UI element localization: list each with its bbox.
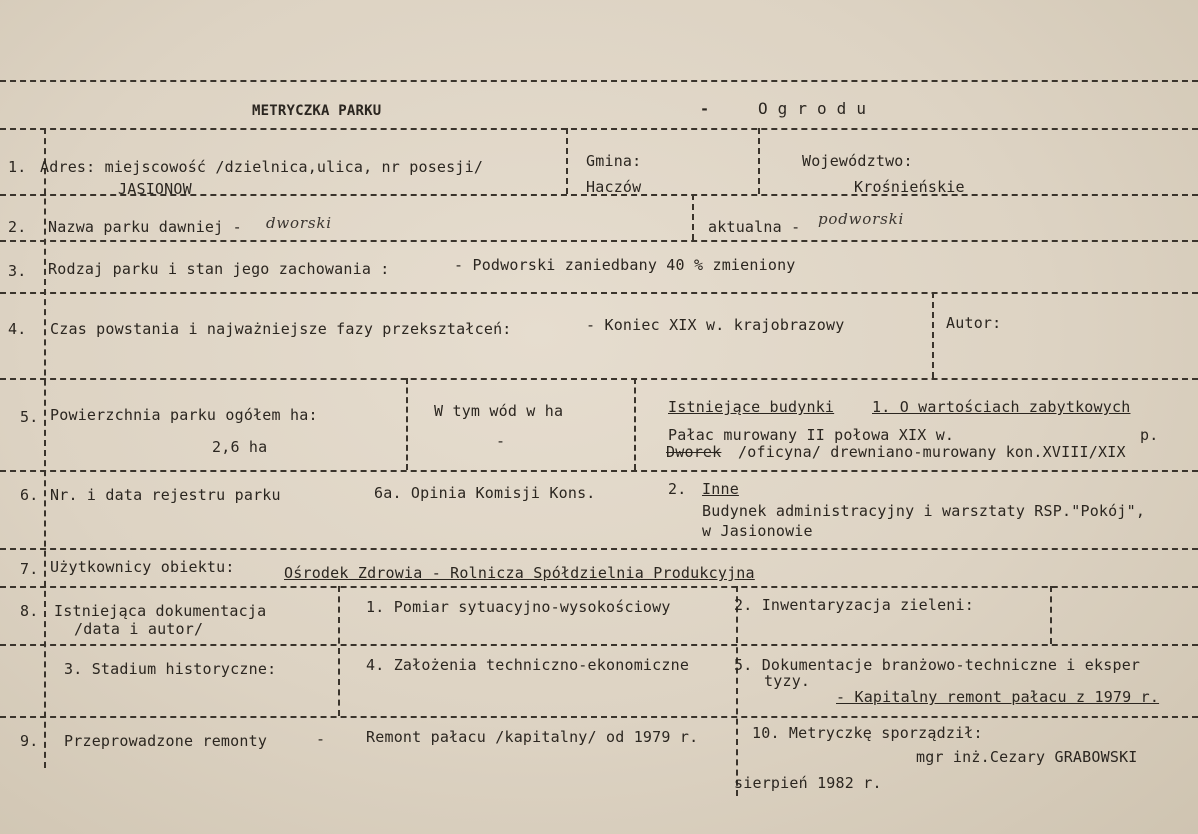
wojewodztwo-value: Krośnieńskie xyxy=(854,178,965,196)
area-label: Powierzchnia parku ogółem ha: xyxy=(50,406,318,424)
documentation-label-1: Istniejąca dokumentacja xyxy=(54,602,267,620)
row-number-8: 8. xyxy=(20,602,39,620)
row-number-5: 5. xyxy=(20,408,39,426)
repairs-value: Remont pałacu /kapitalny/ od 1979 r. xyxy=(366,728,699,746)
row-number-7: 7. xyxy=(20,560,39,578)
rule-9 xyxy=(0,644,1198,646)
repairs-label: Przeprowadzone remonty xyxy=(64,732,268,750)
documentation-item-3: 3. Stadium historyczne: xyxy=(64,660,277,678)
building-entry-2: /oficyna/ drewniano-murowany kon.XVIII/XIX xyxy=(738,443,1126,461)
rule-left-margin xyxy=(44,128,46,768)
repairs-dash: - xyxy=(316,730,326,748)
former-name-value: dworski xyxy=(266,214,332,232)
rule-wojewodztwo xyxy=(758,128,760,194)
documentation-item-2: 2. Inwentaryzacja zieleni: xyxy=(734,596,974,614)
documentation-label-2: /data i autor/ xyxy=(74,620,204,638)
water-label: W tym wód w ha xyxy=(434,402,564,420)
address-value: JASIONOW xyxy=(118,180,192,198)
origin-label: Czas powstania i najważniejsze fazy przekształceń: xyxy=(50,320,512,338)
rule-doc-2 xyxy=(736,586,738,796)
author-label: Autor: xyxy=(946,314,1002,332)
rule-10 xyxy=(0,716,1198,718)
card-title: METRYCZKA PARKU xyxy=(252,103,382,119)
gmina-label: Gmina: xyxy=(586,152,642,170)
rule-gmina xyxy=(566,128,568,194)
rule-aktualna xyxy=(692,194,694,240)
water-value: - xyxy=(496,432,506,450)
rule-7 xyxy=(0,548,1198,550)
wojewodztwo-label: Województwo: xyxy=(802,152,913,170)
documentation-item-4: 4. Założenia techniczno-ekonomiczne xyxy=(366,656,690,674)
rule-doc-1 xyxy=(338,586,340,716)
documentation-item-5-line-1: 5. Dokumentacje branżowo-techniczne i eksper xyxy=(734,656,1141,674)
building-entry-1-suffix: p. xyxy=(1140,426,1159,444)
prepared-by-label: 10. Metryczkę sporządził: xyxy=(752,724,983,742)
row-number-2: 2. xyxy=(8,218,27,236)
rule-8 xyxy=(0,586,1198,588)
card-subtitle: O g r o d u xyxy=(758,99,867,118)
building-entry-1: Pałac murowany II połowa XIX w. xyxy=(668,426,955,444)
other-number: 2. xyxy=(668,480,687,498)
current-name-label: aktualna - xyxy=(708,218,801,236)
park-type-value: - Podworski zaniedbany 40 % zmieniony xyxy=(454,256,796,274)
row-number-4: 4. xyxy=(8,320,27,338)
prepared-date: sierpień 1982 r. xyxy=(734,774,882,792)
users-label: Użytkownicy obiektu: xyxy=(50,558,235,576)
park-type-label: Rodzaj parku i stan jego zachowania : xyxy=(48,260,390,278)
documentation-item-1: 1. Pomiar sytuacyjno-wysokościowy xyxy=(366,598,671,616)
rule-1 xyxy=(0,128,1198,130)
current-name-value: podworski xyxy=(818,210,905,228)
other-label: Inne xyxy=(702,480,739,498)
building-entry-2-struck: Dworek xyxy=(666,443,722,461)
register-label: Nr. i data rejestru parku xyxy=(50,486,281,504)
users-value: Ośrodek Zdrowia - Rolnicza Spółdzielnia Produkcyjna xyxy=(284,564,755,582)
rule-buildings xyxy=(634,378,636,470)
rule-3 xyxy=(0,240,1198,242)
row-number-9: 9. xyxy=(20,732,39,750)
title-dash: - xyxy=(700,100,710,118)
buildings-subheading: 1. O wartościach zabytkowych xyxy=(872,398,1131,416)
area-value: 2,6 ha xyxy=(212,438,268,456)
opinion-label: 6a. Opinia Komisji Kons. xyxy=(374,484,596,502)
rule-autor xyxy=(932,292,934,378)
rule-6 xyxy=(0,470,1198,472)
other-line-2: w Jasionowie xyxy=(702,522,813,540)
rule-top xyxy=(0,80,1198,82)
row-number-3: 3. xyxy=(8,262,27,280)
former-name-label: Nazwa parku dawniej - xyxy=(48,218,242,236)
gmina-value: Haczów xyxy=(586,178,642,196)
rule-4 xyxy=(0,292,1198,294)
rule-water xyxy=(406,378,408,470)
buildings-label: Istniejące budynki xyxy=(668,398,835,416)
rule-5 xyxy=(0,378,1198,380)
rule-doc-3 xyxy=(1050,586,1052,644)
address-label: Adres: miejscowość /dzielnica,ulica, nr posesji/ xyxy=(40,158,484,176)
row-number-6: 6. xyxy=(20,486,39,504)
prepared-by-name: mgr inż.Cezary GRABOWSKI xyxy=(916,748,1138,766)
other-line-1: Budynek administracyjny i warsztaty RSP."Pokój", xyxy=(702,502,1146,520)
documentation-item-5-line-2: tyzy. xyxy=(764,672,811,690)
row-number-1: 1. xyxy=(8,158,27,176)
origin-value: - Koniec XIX w. krajobrazowy xyxy=(586,316,845,334)
documentation-item-5-line-3: - Kapitalny remont pałacu z 1979 r. xyxy=(836,688,1160,706)
